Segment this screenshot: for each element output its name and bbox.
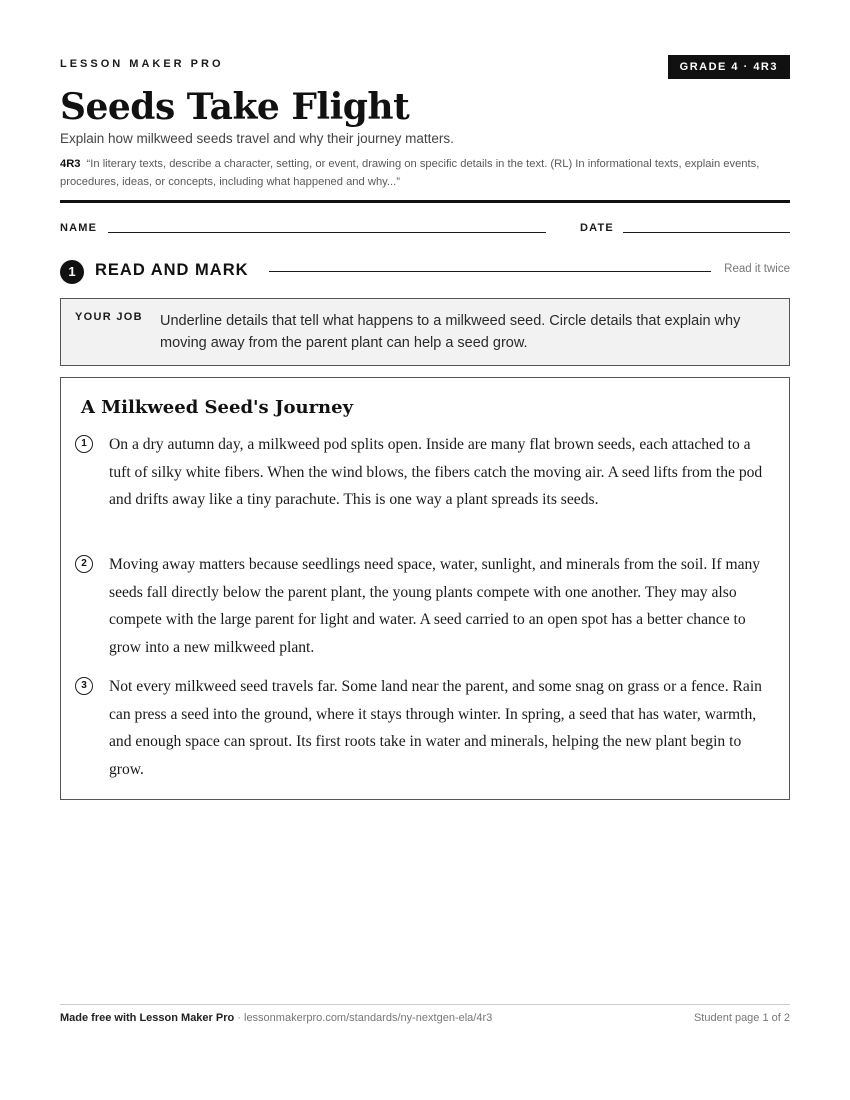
header-divider (60, 200, 790, 203)
date-label: DATE (580, 222, 614, 234)
footer-url[interactable]: lessonmakerpro.com/standards/ny-nextgen-ela/4r3 (244, 1012, 493, 1024)
paragraph-text: On a dry autumn day, a milkweed pod splits open. Inside are many flat brown seeds, each attached to a tuft of silky white fibers. When the wind blows, the fibers catch the moving air. A seed lifts from the pod and drifts away like a tiny parachute. This is one way a plant spreads its seeds. (109, 436, 763, 509)
reading-passage (60, 377, 790, 800)
paragraph-text: Moving away matters because seedlings need space, water, sunlight, and minerals from the soil. If many seeds fall directly below the parent plant, the young plants compete with one another. They may also compete with the large parent for light and water. A seed carried to an open spot has a better chance to grow into a new milkweed plant. (109, 556, 761, 656)
passage-paragraph (75, 551, 775, 661)
standard-description (60, 155, 780, 191)
name-field[interactable] (108, 232, 546, 233)
standard-code: 4R3 (60, 158, 81, 170)
section-note: Read it twice (724, 263, 790, 275)
section-divider (269, 271, 711, 272)
paragraph-text: Not every milkweed seed travels far. Some land near the parent, and some snag on grass or a fence. Rain can press a seed into the ground, where it stays through winter. In spring, a seed that has water, warmth, and enough space can sprout. Its first roots take in water and minerals, helping the new plant begin to grow. (109, 678, 762, 778)
passage-paragraph (75, 673, 775, 783)
footer-made-with: Made free with Lesson Maker Pro (60, 1012, 235, 1024)
grade-badge: GRADE 4 · 4R3 (668, 55, 790, 79)
paragraph-number-badge: 1 (75, 435, 93, 453)
name-label: NAME (60, 222, 98, 234)
page-subtitle: Explain how milkweed seeds travel and why their journey matters. (60, 131, 454, 146)
paragraph-number-badge: 3 (75, 677, 93, 695)
brand-name: LESSON MAKER PRO (60, 58, 224, 70)
footer-credit (60, 1012, 492, 1024)
standard-text: “In literary texts, describe a character, setting, or event, drawing on specific details in the text. (RL) In informational texts, explain events, procedures, ideas, or concepts, including what happened and why...” (60, 158, 760, 188)
passage-paragraph (75, 431, 775, 514)
passage-title: A Milkweed Seed's Journey (81, 397, 354, 418)
footer-divider (60, 1004, 790, 1005)
footer-page-number: Student page 1 of 2 (693, 1012, 790, 1024)
section-title: READ AND MARK (95, 261, 249, 279)
date-field[interactable] (623, 232, 790, 233)
your-job-instructions: Underline details that tell what happens to a milkweed seed. Circle details that explain why moving away from the parent plant can help a seed grow. (160, 313, 741, 351)
your-job-label: YOUR JOB (75, 311, 143, 323)
footer-separator: · (234, 1012, 244, 1024)
paragraph-number-badge: 2 (75, 555, 93, 573)
page-title: Seeds Take Flight (60, 86, 410, 128)
your-job-box (60, 298, 790, 366)
section-number-badge: 1 (60, 260, 84, 284)
worksheet-page (60, 0, 790, 1100)
